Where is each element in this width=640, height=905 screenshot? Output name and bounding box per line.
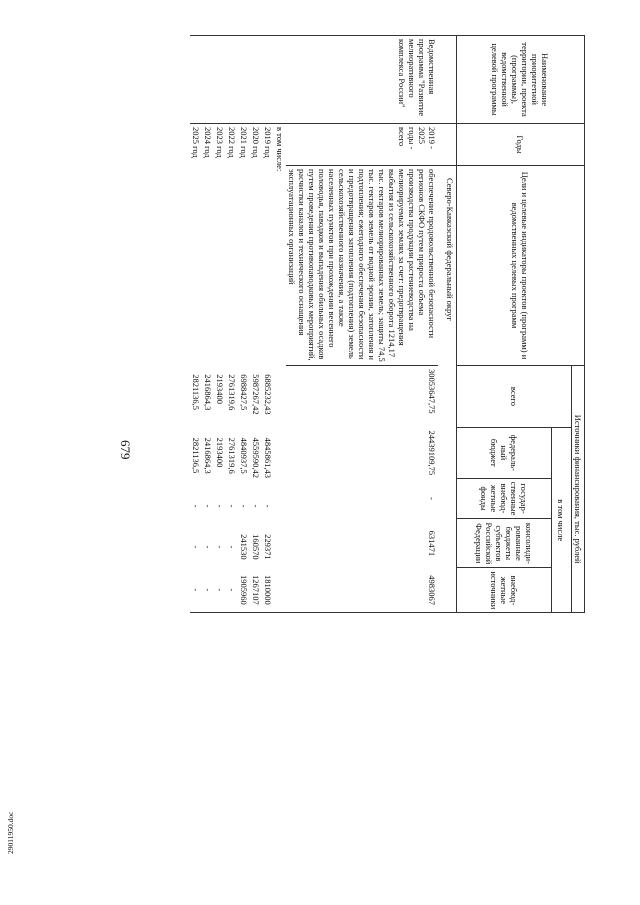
federal-sum: 24439109,75 [427, 430, 437, 476]
year-breakdown [190, 124, 286, 613]
table-row: 2019 год 6885232,43 4845861,43 - 229371 1810000 [263, 127, 273, 605]
goals-text: обеспечение продовольственной безопасности регионов СКФО путем прироста объема производства продукции растениеводства на мелиорируемых землях за счет: предотвращения выбытия из сельскохозяйственного оборота 1214,17 тыс. гектаров мелиорированных земель; защиты 74,5 тыс. гектаров земель от водной эрозии, затопления и подтопления; ежегодного обеспечения безопасности и предотвращения затопления (подтопления) земель сельскохозяйственного назначения, а также населенных пунктов при прохождении весеннего половодья, паводков и выпадения обильных осадков путем проведения противопаводковых мероприятий, расчистки каналов и технического оснащения эксплуатационных организаций [286, 166, 438, 366]
page-number: 679 [118, 440, 133, 460]
table-row: 2023 год 2193400 2193400 - - - [215, 127, 225, 592]
header-including: в том числе [552, 428, 572, 613]
header-total: всего [457, 366, 572, 428]
header-consolidated-budgets: консолиди-рованные бюджеты субъектов Российской Федерации [457, 519, 552, 568]
program-name: Ведомственная программа "Развитие мелиоративного комплекса России" [190, 36, 438, 124]
district-heading: Северо-Кавказский федеральный округ [438, 166, 457, 613]
year-table [190, 124, 286, 612]
table-row: 2022 год 2761319,6 2761319,6 - - - [227, 127, 237, 592]
table-row: 2021 год 6988427,5 4840937,5 - 241530 1905960 [239, 127, 249, 605]
period-cell: 2019 - 2025 годы - всего [286, 124, 438, 166]
header-years: Годы [457, 124, 585, 166]
header-territory: Наименование приоритетной территории, проекта (программы), ведомственной целевой программы [457, 36, 585, 124]
header-extrabudgetary: внебюд-жетные источники [457, 568, 552, 613]
header-state-funds: государ-ственные внебюд-жетные фонды [457, 478, 552, 519]
in-that-number-label: в том числе: [275, 127, 285, 172]
header-funding-sources: Источники финансирования, тыс. рублей [572, 366, 585, 613]
rotated-table-area [70, 35, 585, 880]
total-sum: 30053647,75 [427, 369, 437, 414]
header-goals: Цели и целевые индикаторы проектов (программ) и ведомственных целевых программ [457, 166, 585, 366]
state-sum: - [427, 497, 437, 500]
consolidated-sum: 631471 [427, 530, 437, 557]
table-row: 2020 год 5987267,42 4559590,42 - 160570 1267107 [251, 127, 261, 605]
program-table [190, 35, 585, 613]
header-federal-budget: федераль-ный бюджет [457, 428, 552, 479]
table-row: 2025 год 2821136,5 2821136,5 - - - [191, 127, 201, 592]
extrabudgetary-sum: 4983067 [286, 568, 438, 613]
table-row: 2024 год 2416864,3 2416864,3 - - - [203, 127, 213, 592]
footer-doc-id: 29011950.doc [6, 811, 15, 854]
